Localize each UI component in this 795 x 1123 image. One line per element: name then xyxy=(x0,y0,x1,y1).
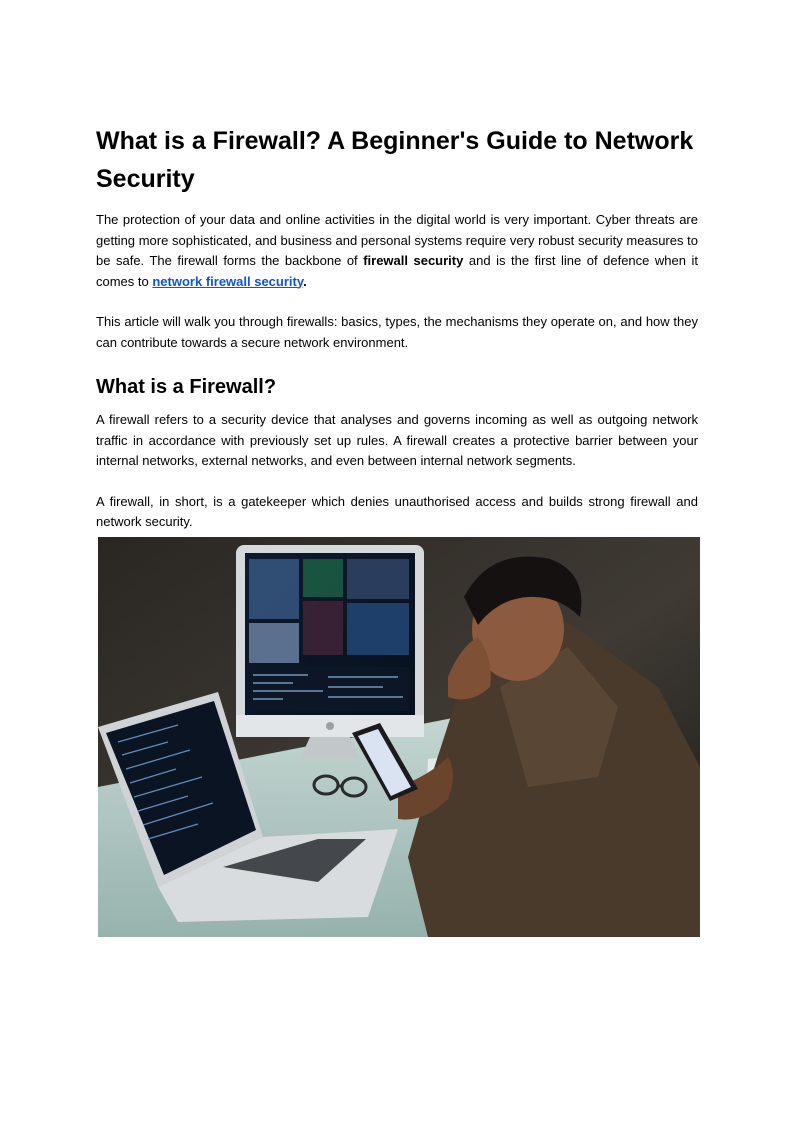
network-firewall-security-link[interactable]: network firewall security xyxy=(152,273,304,289)
firewall-security-bold: firewall security xyxy=(363,253,464,268)
desktop-monitor xyxy=(236,545,424,759)
article-title: What is a Firewall? A Beginner's Guide to Network Security xyxy=(96,127,694,193)
intro-paragraph xyxy=(96,210,698,292)
overview-paragraph: This article will walk you through firewalls: basics, types, the mechanisms they operate on, and how they can contribute towards a secure network environment. xyxy=(96,314,698,350)
article-body xyxy=(96,122,698,533)
intro-text-2: and is the first line of defence when it comes to xyxy=(96,253,698,289)
section-what-is-firewall xyxy=(96,373,698,533)
definition-paragraph: A firewall refers to a security device that analyses and governs incoming as well as outgoing network traffic in accordance with previously set up rules. A firewall creates a protective barrier between your internal networks, external networks, and even between internal network segments. xyxy=(96,412,698,468)
gatekeeper-paragraph: A firewall, in short, is a gatekeeper which denies unauthorised access and builds strong firewall and network security. xyxy=(96,493,698,529)
intro-end-period: . xyxy=(303,273,307,289)
intro-text-1: The protection of your data and online activities in the digital world is very important. Cyber threats are getting more sophisticated, and business and personal systems require very robust security measures to be safe. The firewall forms the backbone of xyxy=(96,212,698,268)
hero-photo xyxy=(98,537,700,937)
section-heading: What is a Firewall? xyxy=(96,376,277,398)
